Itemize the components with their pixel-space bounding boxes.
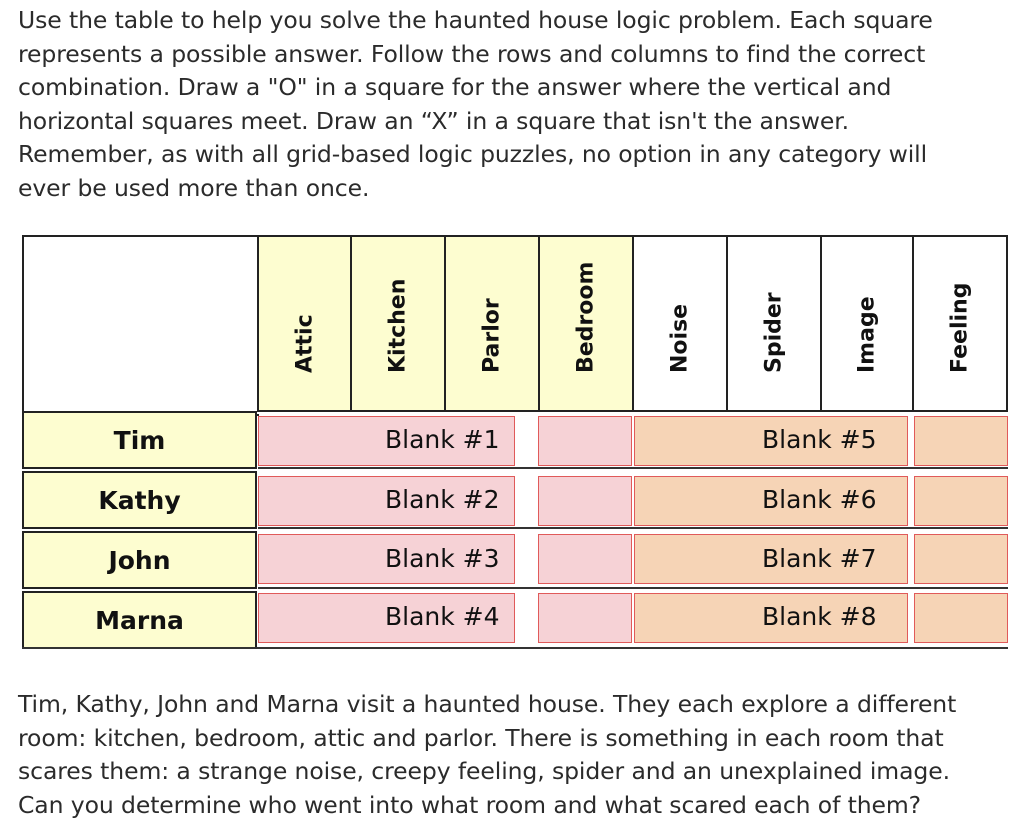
- header-room-kitchen: [350, 235, 446, 412]
- instructions-line: ever be used more than once.: [18, 173, 370, 202]
- answer-cell-feeling-john[interactable]: [914, 534, 1008, 584]
- header-label: Image: [854, 296, 880, 373]
- header-room-attic: [257, 235, 352, 412]
- header-room-bedroom: [538, 235, 634, 412]
- row-divider: [22, 647, 1008, 649]
- header-scare-image: [820, 235, 914, 412]
- instructions-line: horizontal squares meet. Draw an “X” in a square that isn't the answer.: [18, 106, 850, 135]
- header-scare-noise: [632, 235, 728, 412]
- instructions-line: combination. Draw a "O" in a square for the answer where the vertical and: [18, 73, 892, 101]
- description-line: Tim, Kathy, John and Marna visit a haunted house. They each explore a different: [18, 690, 957, 718]
- answer-cell-bedroom-kathy[interactable]: [538, 476, 632, 526]
- row-divider: [258, 587, 1008, 589]
- answer-cell-feeling-marna[interactable]: [914, 593, 1008, 643]
- header-scare-feeling: [912, 235, 1008, 412]
- instructions-paragraph: [18, 4, 1008, 205]
- row-label-kathy: Kathy: [22, 471, 257, 529]
- answer-cell-feeling-kathy[interactable]: [914, 476, 1008, 526]
- grid-corner: [22, 235, 259, 416]
- row-divider: [258, 527, 1008, 529]
- answer-cell-bedroom-john[interactable]: [538, 534, 632, 584]
- puzzle-description: [18, 688, 1018, 822]
- blank-label-5: Blank #5: [762, 425, 877, 454]
- answer-cell-feeling-tim[interactable]: [914, 416, 1008, 466]
- instructions-line: Remember, as with all grid-based logic puzzles, no option in any category will: [18, 140, 928, 168]
- header-room-parlor: [444, 235, 540, 412]
- row-label-john: John: [22, 531, 257, 589]
- header-label: Noise: [667, 303, 693, 373]
- blank-label-1: Blank #1: [385, 425, 500, 454]
- description-line: room: kitchen, bedroom, attic and parlor. There is something in each room that: [18, 723, 944, 752]
- header-label: Bedroom: [573, 261, 599, 373]
- row-divider: [258, 467, 1008, 469]
- header-label: Attic: [292, 314, 317, 373]
- blank-label-4: Blank #4: [385, 602, 500, 631]
- answer-cell-bedroom-marna[interactable]: [538, 593, 632, 643]
- blank-label-6: Blank #6: [762, 485, 877, 514]
- blank-label-8: Blank #8: [762, 602, 877, 631]
- header-label: Feeling: [947, 282, 973, 373]
- blank-label-3: Blank #3: [385, 544, 500, 573]
- blank-label-2: Blank #2: [385, 485, 500, 514]
- instructions-line: Use the table to help you solve the haunted house logic problem. Each square: [18, 6, 933, 34]
- answer-cell-bedroom-tim[interactable]: [538, 416, 632, 466]
- header-label: Kitchen: [385, 278, 411, 373]
- instructions-line: represents a possible answer. Follow the rows and columns to find the correct: [18, 39, 926, 68]
- header-label: Spider: [761, 292, 787, 373]
- description-line: scares them: a strange noise, creepy feeling, spider and an unexplained image.: [18, 757, 950, 785]
- header-label: Parlor: [479, 298, 505, 373]
- blank-label-7: Blank #7: [762, 544, 877, 573]
- header-scare-spider: [726, 235, 822, 412]
- logic-grid: [22, 235, 1008, 655]
- description-line: Can you determine who went into what room and what scared each of them?: [18, 790, 922, 819]
- row-label-marna: Marna: [22, 591, 257, 649]
- row-label-tim: Tim: [22, 411, 257, 469]
